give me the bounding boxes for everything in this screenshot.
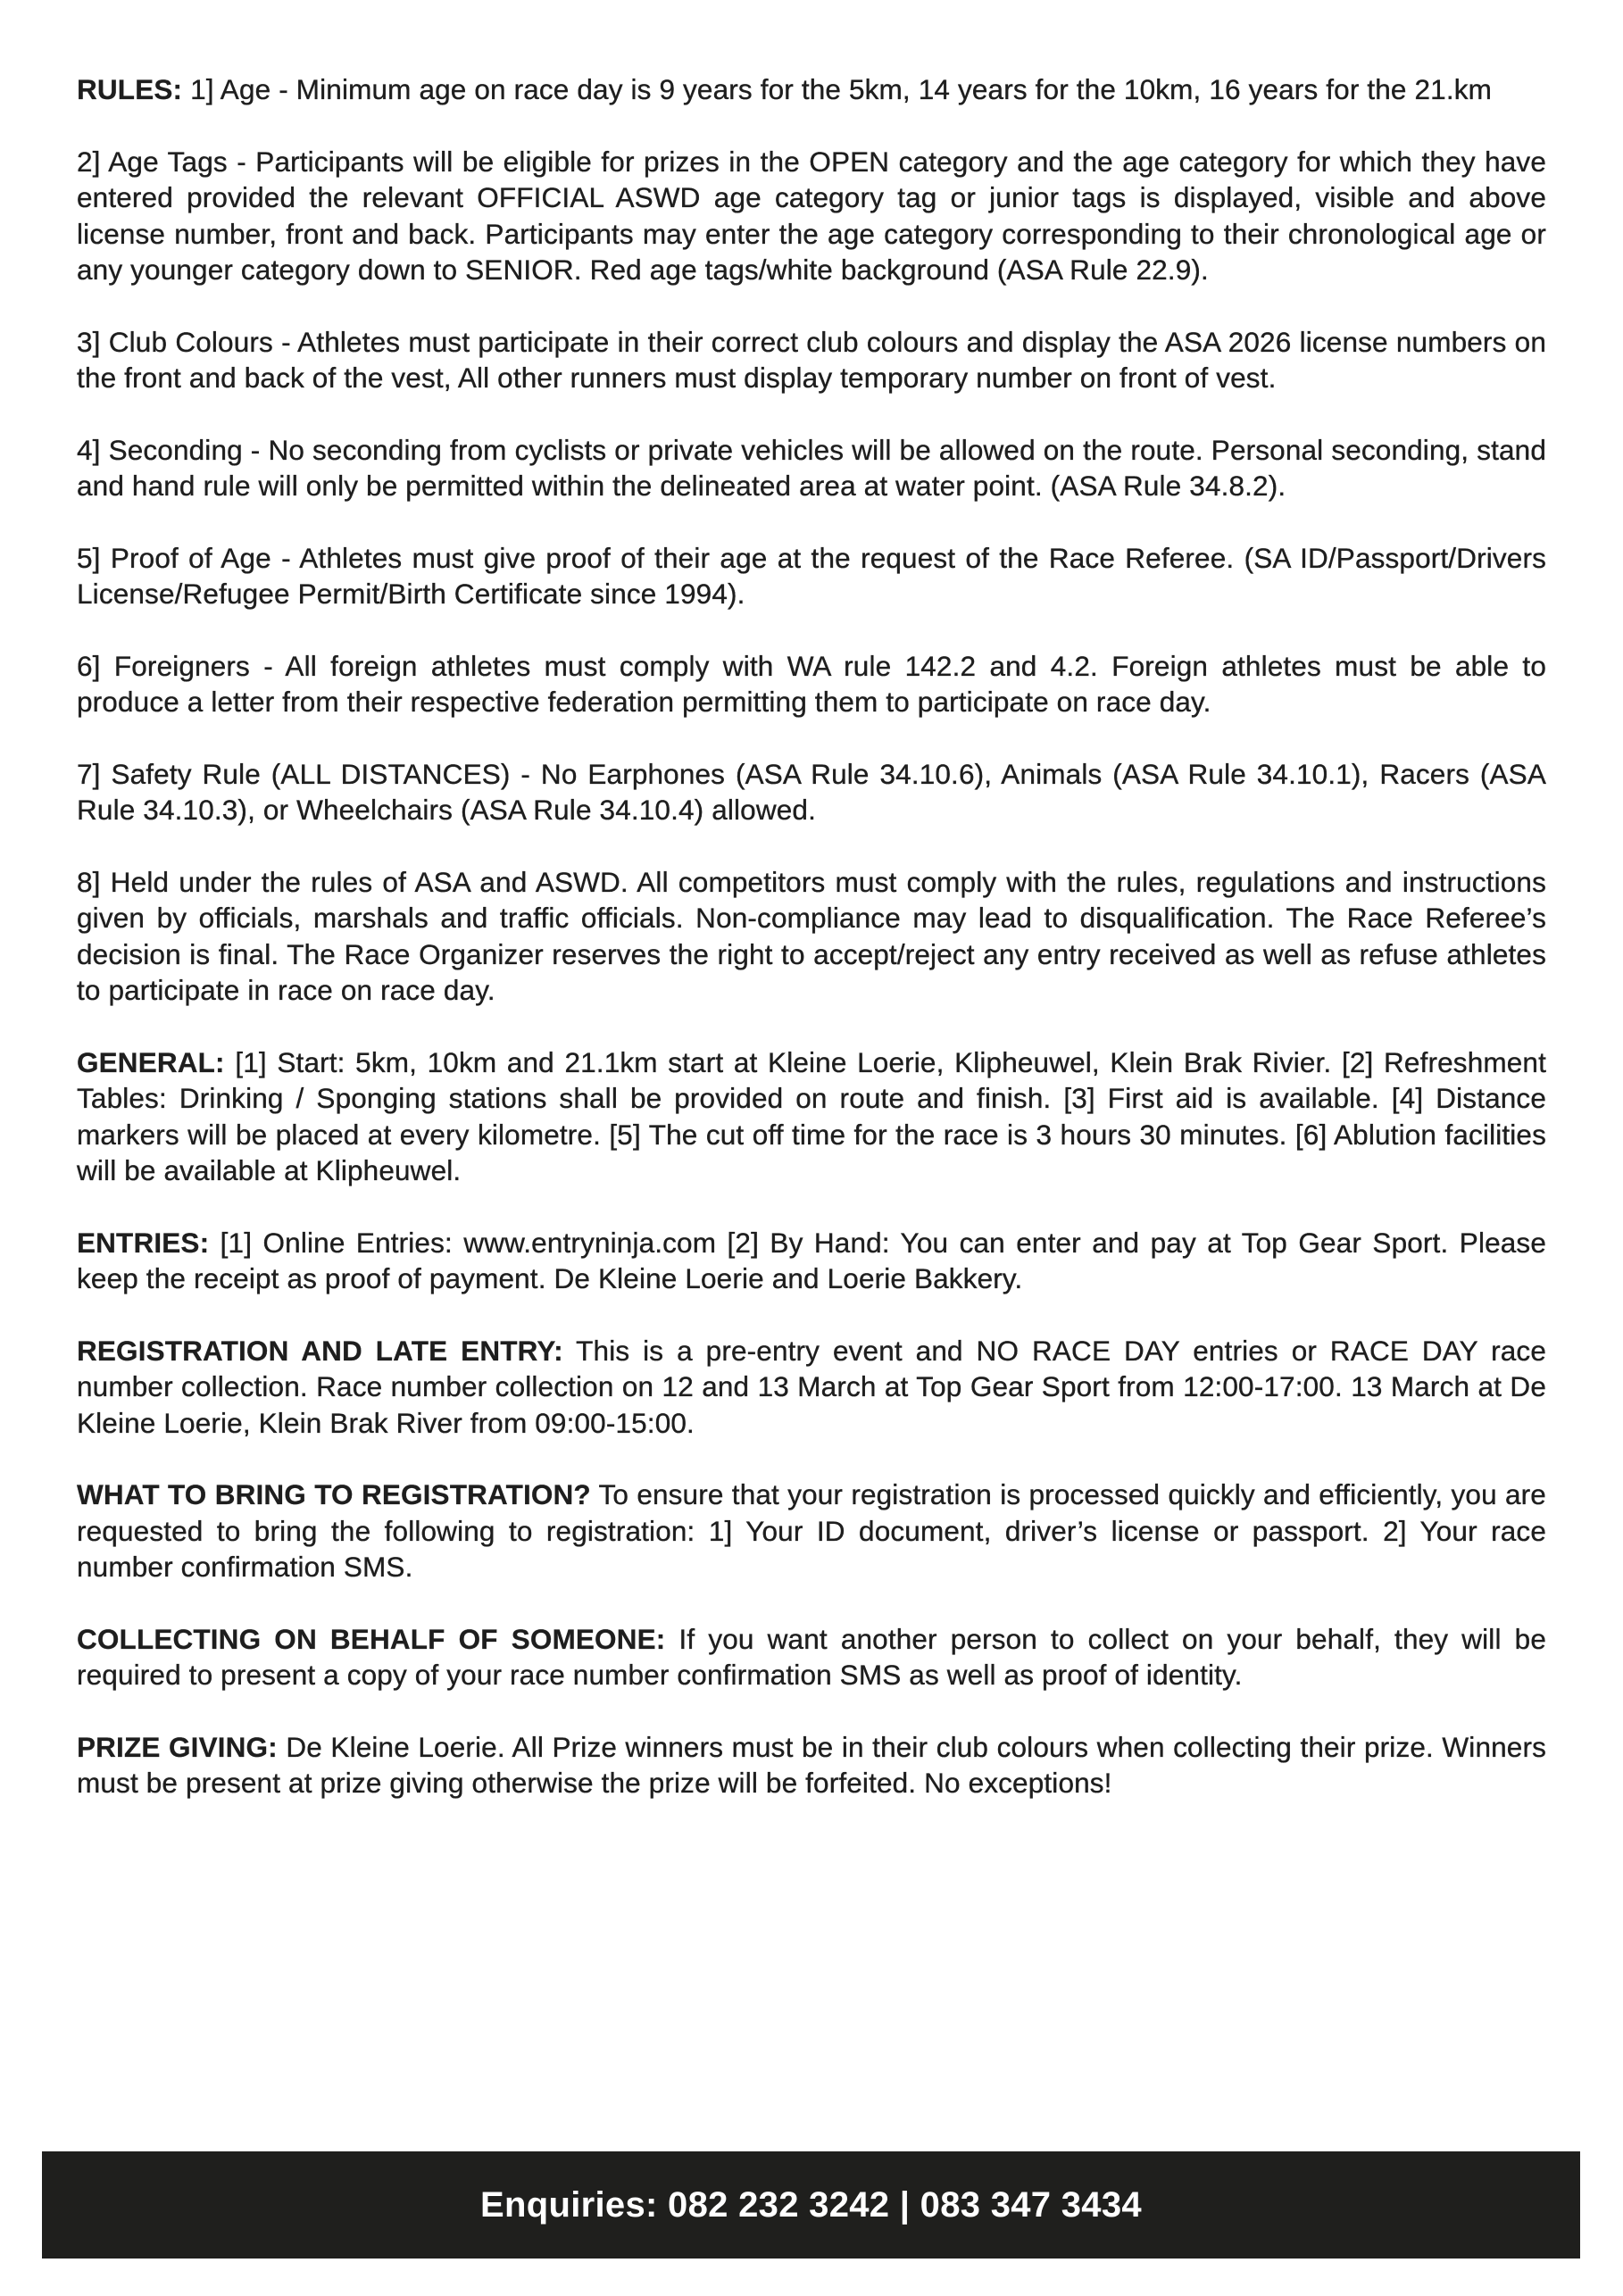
rule-text: 2] Age Tags - Participants will be eligible for prizes in the OPEN category and the age category for which they have entered provided the relevant OFFICIAL ASWD age category tag or junior tags is displayed, visible and above license number, front and back. Participants may enter the age category corresponding to their chronological age or any younger category down to SENIOR. Red age tags/white background (ASA Rule 22.9). [77,145,1546,286]
section-label: ENTRIES: [77,1226,210,1259]
rule-safety [77,756,1546,828]
section-prize-giving [77,1729,1546,1801]
section-label: WHAT TO BRING TO REGISTRATION? [77,1478,591,1510]
rule-proof-of-age [77,540,1546,612]
rule-text: 5] Proof of Age - Athletes must give proof of their age at the request of the Race Referee. (SA ID/Passport/Drivers License/Refugee Permit/Birth Certificate since 1994). [77,541,1546,610]
rule-club-colours [77,324,1546,396]
rule-age-tags [77,144,1546,288]
section-what-to-bring [77,1477,1546,1585]
section-text: This is a pre-entry event and NO RACE DAY entries or RACE DAY race number collection. Race number collection on 12 and 13 March at Top Gear Sport from 12:00-17:00. 13 March at De Kleine Loerie, Klein Brak River from 09:00-15:00. [77,1334,1546,1439]
section-collecting-on-behalf [77,1621,1546,1693]
document-body [77,71,1546,1837]
section-label: PRIZE GIVING: [77,1730,278,1763]
section-text: If you want another person to collect on your behalf, they will be required to present a copy of your race number confirmation SMS as well as proof of identity. [77,1622,1546,1691]
rule-age [77,71,1546,108]
rule-text: 4] Seconding - No seconding from cyclists or private vehicles will be allowed on the route. Personal seconding, stand and hand rule will only be permitted within the delineated area at water point. (ASA Rule 34.8.2). [77,433,1546,502]
rule-text: 8] Held under the rules of ASA and ASWD. All competitors must comply with the rules, regulations and instructions given by officials, marshals and traffic officials. Non-compliance may lead to disqualification. The Race Referee’s decision is final. The Race Organizer reserves the right to accept/reject any entry received as well as refuse athletes to participate in race on race day. [77,865,1546,1006]
section-text: [1] Online Entries: www.entryninja.com [2] By Hand: You can enter and pay at Top Gear Sport. Please keep the receipt as proof of payment. De Kleine Loerie and Loerie Bakkery. [77,1226,1546,1294]
rule-text: 7] Safety Rule (ALL DISTANCES) - No Earphones (ASA Rule 34.10.6), Animals (ASA Rule 34.10.1), Racers (ASA Rule 34.10.3), or Wheelchairs (ASA Rule 34.10.4) allowed. [77,757,1546,826]
rule-text: 1] Age - Minimum age on race day is 9 years for the 5km, 14 years for the 10km, 16 years for the 21.km [190,73,1493,105]
section-text: To ensure that your registration is processed quickly and efficiently, you are requested to bring the following to registration: 1] Your ID document, driver’s license or passport. 2] Your race number confirmation SMS. [77,1478,1546,1583]
rule-foreigners [77,648,1546,720]
section-text: De Kleine Loerie. All Prize winners must be in their club colours when collecting their prize. Winners must be present at prize giving otherwise the prize will be forfeited. No exceptions! [77,1730,1546,1799]
rule-text: 3] Club Colours - Athletes must participate in their correct club colours and display the ASA 2026 license numbers on the front and back of the vest, All other runners must display temporary number on front of vest. [77,325,1546,394]
rule-held-under-rules [77,864,1546,1009]
rule-text: 6] Foreigners - All foreign athletes must comply with WA rule 142.2 and 4.2. Foreign athletes must be able to produce a letter from their respective federation permitting them to participate on race day. [77,649,1546,718]
section-label: GENERAL: [77,1045,225,1078]
section-general [77,1044,1546,1189]
section-label: REGISTRATION AND LATE ENTRY: [77,1334,563,1367]
section-registration-late-entry [77,1333,1546,1442]
enquiries-footer-bar [42,2151,1580,2259]
rules-heading: RULES: [77,73,183,105]
section-text: [1] Start: 5km, 10km and 21.1km start at Kleine Loerie, Klipheuwel, Klein Brak Rivier. [2] Refreshment Tables: Drinking / Sponging stations shall be provided on route and finish. [3] First aid is available. [4] Distance markers will be placed at every kilometre. [5] The cut off time for the race is 3 hours 30 minutes. [6] Ablution facilities will be available at Klipheuwel. [77,1045,1547,1186]
rule-seconding [77,432,1546,504]
enquiries-phone-numbers: Enquiries: 082 232 3242 | 083 347 3434 [480,2184,1142,2225]
section-label: COLLECTING ON BEHALF OF SOMEONE: [77,1622,666,1655]
section-entries [77,1225,1546,1297]
